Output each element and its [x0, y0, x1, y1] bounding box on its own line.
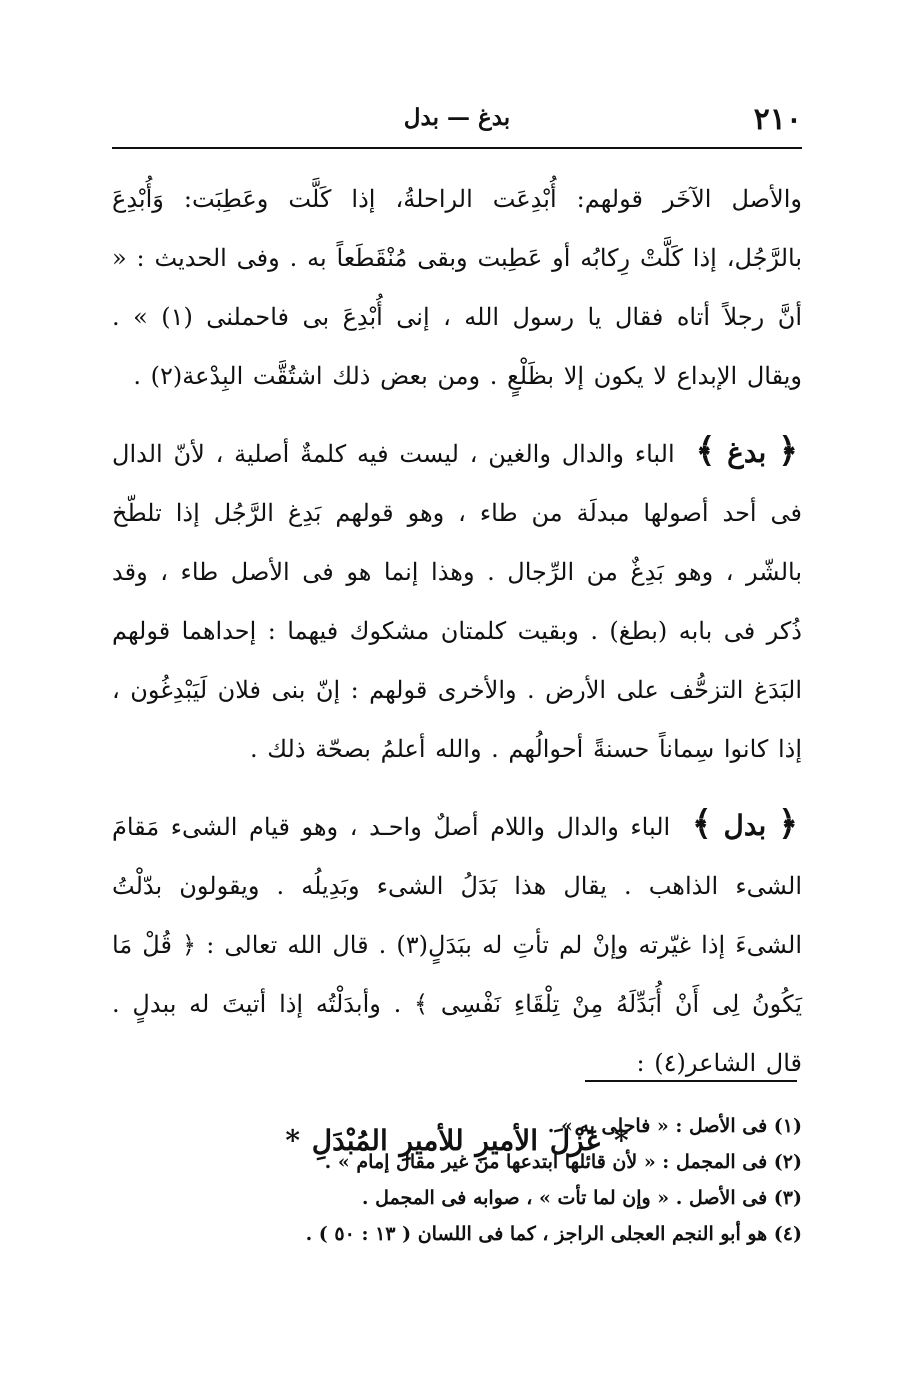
entry-headword — [691, 422, 802, 482]
footnote-1: (١) فى الأصل : « فاحلى به » . — [547, 1115, 802, 1137]
page-header — [112, 92, 802, 144]
ornate-bracket-close: ﴾ — [691, 804, 712, 844]
footnote-4: (٤) هو أبو النجم العجلى الراجز ، كما فى اللسان ( ١٣ : ٥٠ ) . — [305, 1223, 802, 1245]
entry-badagh — [112, 422, 802, 779]
footnotes — [112, 1108, 802, 1252]
ornate-bracket-open: ﴿ — [778, 804, 798, 844]
running-head: بدغ — بدل — [403, 104, 511, 131]
ornate-bracket-open: ﴿ — [778, 431, 798, 471]
intro-paragraph: والأصل الآخَر قولهم: أُبْدِعَت الراحلةُ، إذا كَلَّت وعَطِبَت: وَأُبْدِعَ بالرَّجُل، إذا كَلَّتْ رِكابُه أو عَطِبت وبقى مُنْقَطَعاً به . وفى الحديث : « أنَّ رجلاً أتاه فقال يا رسول الله ، إنى أُبْدِعَ بى فاحملنى (١) » . ويقال الإبداع لا يكون إلا بظَلْعٍ . ومن بعض ذلك اشتُقَّت البِدْعة(٢) . — [112, 185, 802, 390]
page-number: ٢١٠ — [753, 102, 802, 137]
entry-badal — [112, 795, 802, 1093]
footnote-3: (٣) فى الأصل . « وإن لما تأت » ، صوابه فى المجمل . — [361, 1187, 802, 1209]
header-rule — [112, 147, 802, 149]
page-body — [112, 170, 802, 1173]
headword-badagh: بدغ — [727, 436, 767, 469]
ornate-bracket-close: ﴾ — [695, 431, 716, 471]
entry-badal-text: الباء والدال واللام أصلٌ واحـد ، وهو قيام الشىء مَقامَ الشىء الذاهب . يقال هذا بَدَلُ الشىء وبَدِيلُه . ويقولون بدّلْتُ الشىءَ إذا غيّرته وإنْ لم تأتِ له ببَدَلٍ(٣) . قال الله تعالى : ﴿ قُلْ مَا يَكُونُ لِى أَنْ أُبَدِّلَهُ مِنْ تِلْقَاءِ نَفْسِى ﴾ . وأبدَلْتُه إذا أتيتَ له ببدلٍ . قال الشاعر(٤) : — [112, 813, 802, 1077]
footnote-2: (٢) فى المجمل : « لأن قائلها ابتدعها من غير مقال إمام » . — [324, 1151, 802, 1173]
headword-badal: بدل — [723, 809, 767, 842]
poetry-verse: * عَزْلَ الأميرِ للأميرِ المُبْدَلِ * — [285, 1124, 629, 1157]
entry-headword — [688, 795, 802, 855]
footnote-rule — [585, 1080, 797, 1082]
entry-badagh-text: الباء والدال والغين ، ليست فيه كلمةٌ أصلية ، لأنّ الدال فى أحد أصولها مبدلَة من طاء ، وهو قولهم بَدِغ الرَّجُل إذا تلطّخ بالشّر ، وهو بَدِغٌ من الرِّجال . وهذا إنما هو فى الأصل طاء ، وقد ذُكر فى بابه (بطغ) . وبقيت كلمتان مشكوك فيهما : إحداهما قولهم البَدَغ التزحُّف على الأرض . والأخرى قولهم : إنّ بنى فلان لَيَبْدِغُون ، إذا كانوا سِماناً حسنةً أحوالُهم . والله أعلمُ بصحّة ذلك . — [112, 440, 802, 763]
